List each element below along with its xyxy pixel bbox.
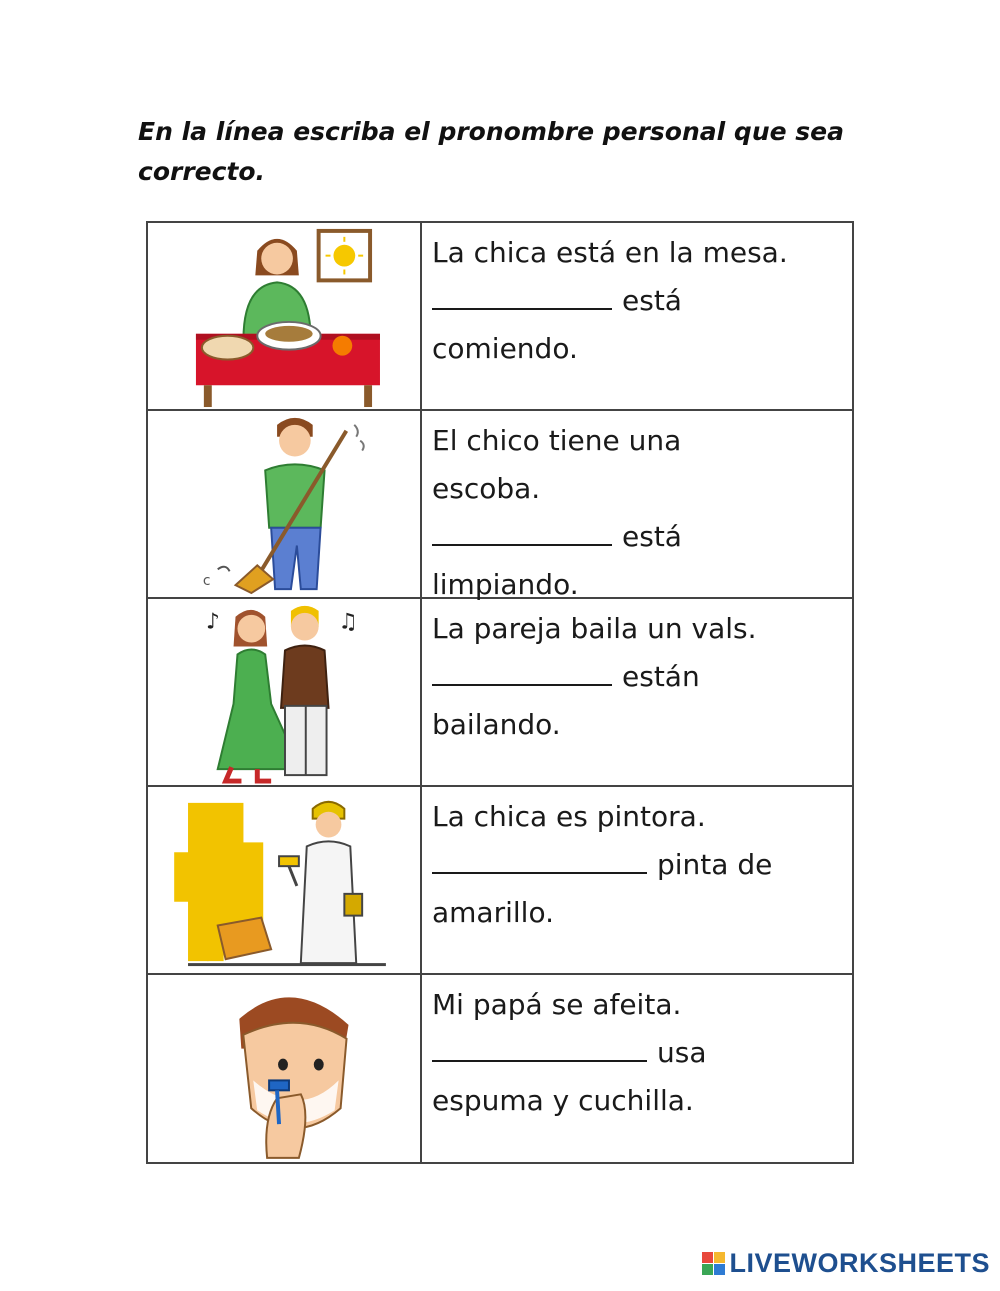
exercise-row-4 [148,787,852,975]
row-2-continuation: limpiando. [432,568,579,601]
row-5-sentence: Mi papá se afeita. [432,988,682,1021]
answer-blank-2[interactable] [432,516,612,546]
answer-blank-3[interactable] [432,656,612,686]
logo-grid-icon [702,1252,725,1275]
row-2-verb: está [622,520,682,553]
painter-illustration [148,787,422,973]
row-4-text [422,787,852,973]
svg-text:♫: ♫ [338,609,358,635]
liveworksheets-logo[interactable] [702,1248,990,1279]
row-1-text [422,223,852,409]
row-3-sentence: La pareja baila un vals. [432,612,757,645]
row-1-sentence: La chica está en la mesa. [432,236,788,269]
row-4-verb: pinta de [657,848,773,881]
exercise-row-3 [148,599,852,787]
answer-blank-5[interactable] [432,1032,647,1062]
brand-name: LIVEWORKSHEETS [729,1248,990,1278]
girl-eating-illustration [148,223,422,409]
row-1-verb: está [622,284,682,317]
svg-text:♪: ♪ [205,609,220,635]
row-4-continuation: amarillo. [432,896,554,929]
answer-blank-4[interactable] [432,844,647,874]
boy-sweeping-illustration [148,411,422,597]
couple-dancing-illustration [148,599,422,785]
row-5-continuation: espuma y cuchilla. [432,1084,694,1117]
row-2-sentence-a: El chico tiene una [432,424,682,457]
row-2-sentence-b: escoba. [432,472,541,505]
svg-text:c: c [202,573,211,590]
row-3-verb: están [622,660,700,693]
man-shaving-illustration [148,975,422,1162]
answer-blank-1[interactable] [432,280,612,310]
exercise-row-5 [148,975,852,1162]
row-3-text [422,599,852,785]
instruction-text: En la línea escriba el pronombre personal que sea correcto. [138,117,844,186]
row-2-text [422,411,852,601]
row-4-sentence: La chica es pintora. [432,800,706,833]
exercise-row-2 [148,411,852,599]
row-3-continuation: bailando. [432,708,561,741]
row-5-text [422,975,852,1162]
worksheet-table [146,221,854,1164]
row-5-verb: usa [657,1036,707,1069]
exercise-row-1 [148,223,852,411]
row-1-continuation: comiendo. [432,332,578,365]
